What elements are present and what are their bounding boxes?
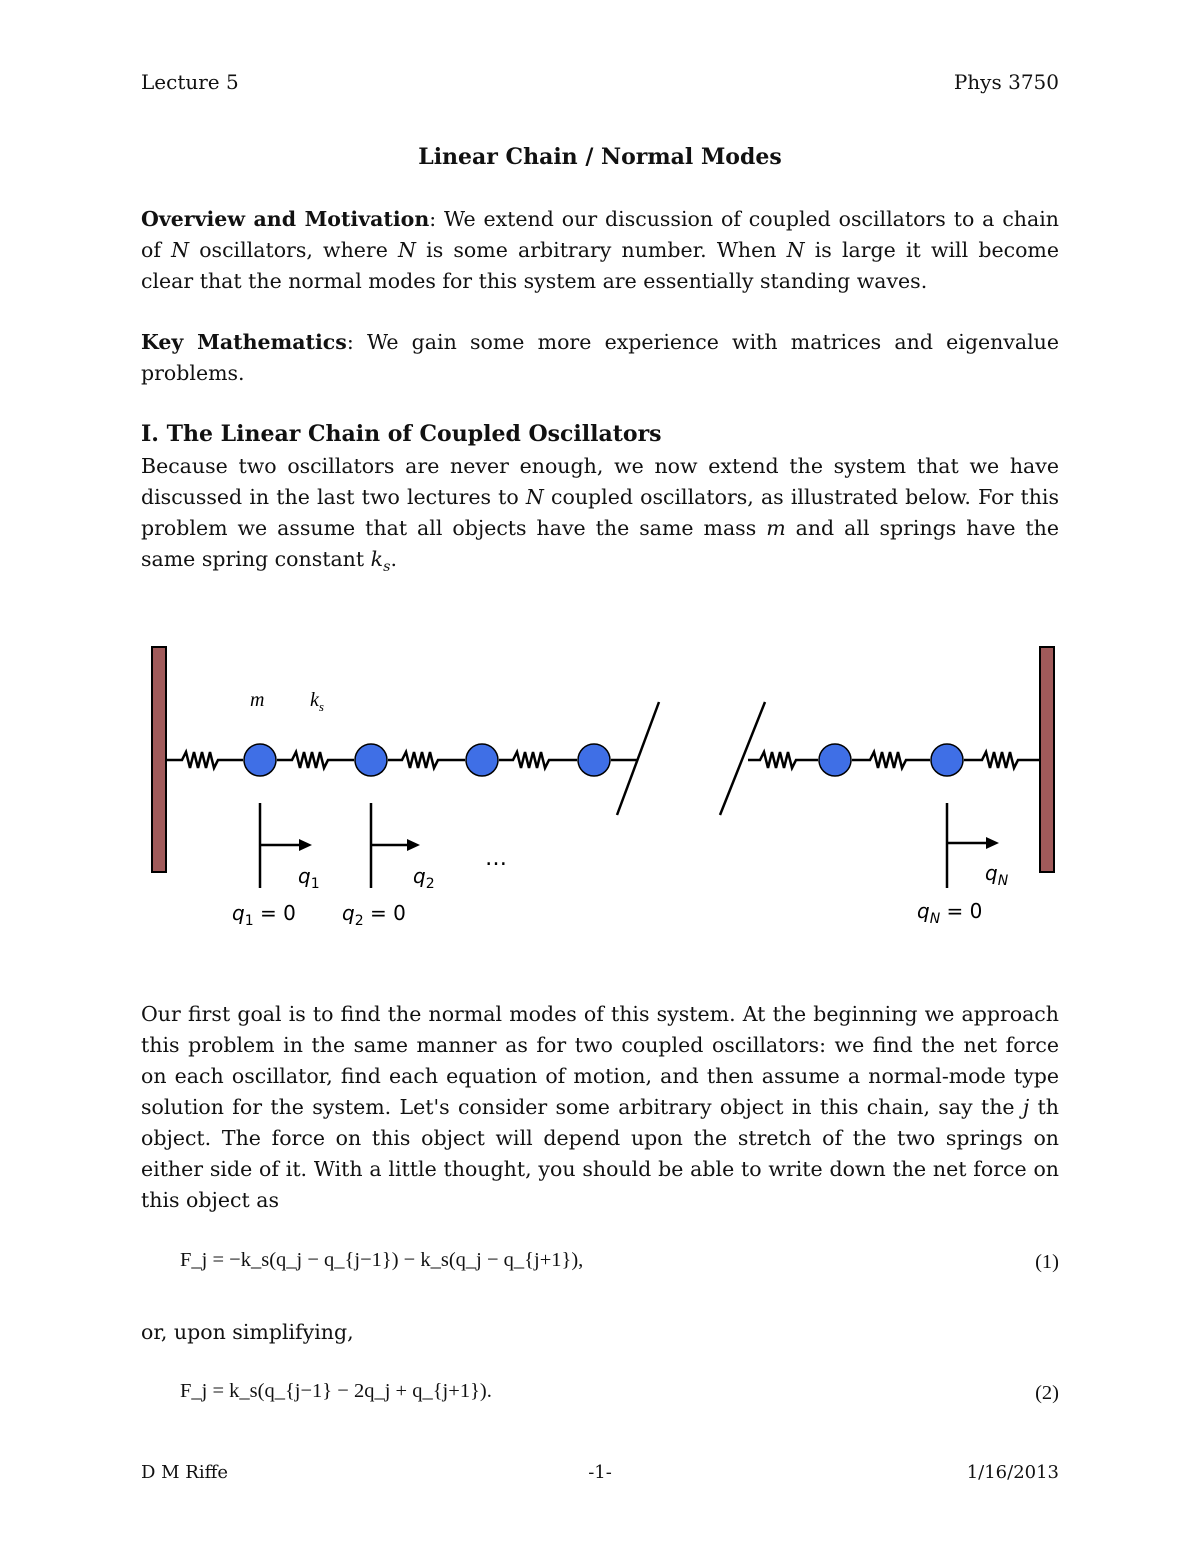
equation-2-number: (2) bbox=[1035, 1382, 1059, 1404]
var-k-sub: s bbox=[383, 559, 391, 576]
arrow-head-1 bbox=[299, 839, 312, 851]
overview-text-c: is some arbitrary number. When bbox=[415, 238, 787, 262]
overview-heading: Overview and Motivation bbox=[141, 207, 430, 231]
key-math-text: We gain some more experience with matrices and eigenvalue problems. bbox=[141, 330, 1059, 385]
simplify-paragraph: or, upon simplifying, bbox=[141, 1320, 354, 1344]
arrow-head-n bbox=[986, 837, 999, 849]
var-m: m bbox=[766, 516, 786, 540]
header-right: Phys 3750 bbox=[953, 70, 1059, 94]
arrow-head-2 bbox=[407, 839, 420, 851]
label-q1-zero: $q_1 = 0$ bbox=[232, 901, 296, 929]
ellipsis: … bbox=[485, 846, 507, 871]
section1-text-b: coupled oscillators, as illustrated below. For this problem we assume that all objects have the same mass bbox=[141, 485, 1059, 540]
section1-text-c: and all springs have the same spring constant bbox=[141, 516, 1059, 571]
para4-text-b: th object. The force on this object will depend upon the stretch of the two springs on either side of it. With a little thought, you should be able to write down the net force on this object as bbox=[141, 1095, 1059, 1212]
footer-author: D M Riffe bbox=[141, 1462, 229, 1483]
equation-1: F_j = −k_s(q_j − q_{j−1}) − k_s(q_j − q_{j+1}), bbox=[180, 1249, 584, 1271]
mass-4 bbox=[578, 744, 610, 776]
spring bbox=[499, 752, 577, 768]
mass-3 bbox=[466, 744, 498, 776]
var-n: N bbox=[525, 485, 544, 509]
header-left: Lecture 5 bbox=[141, 70, 239, 94]
footer-page-number: -1- bbox=[588, 1462, 612, 1483]
spring bbox=[277, 752, 354, 768]
mass-n-minus-1 bbox=[819, 744, 851, 776]
section1-text-a: Because two oscillators are never enough, we now extend the system that we have discussed in the last two lectures to bbox=[141, 454, 1059, 509]
mass-n bbox=[931, 744, 963, 776]
spring bbox=[388, 752, 465, 768]
mass-2 bbox=[355, 744, 387, 776]
right-wall bbox=[1040, 647, 1054, 872]
section-heading: I. The Linear Chain of Coupled Oscillators bbox=[141, 421, 662, 447]
var-j: j bbox=[1022, 1095, 1030, 1119]
spring bbox=[748, 752, 818, 768]
right-chain bbox=[720, 702, 1040, 815]
break-mark-left bbox=[617, 702, 659, 815]
overview-text-b: oscillators, where bbox=[189, 238, 399, 262]
spring bbox=[166, 752, 243, 768]
overview-text-a: We extend our discussion of coupled oscillators to a chain of bbox=[141, 207, 1059, 262]
normal-modes-paragraph bbox=[141, 999, 1059, 1216]
var-n: N bbox=[786, 238, 805, 262]
label-m: m bbox=[250, 689, 265, 711]
equation-1-number: (1) bbox=[1035, 1251, 1059, 1273]
label-k: $k_s$ bbox=[310, 689, 324, 714]
var-n: N bbox=[171, 238, 190, 262]
spring bbox=[852, 752, 930, 768]
section1-paragraph bbox=[141, 451, 1059, 575]
displacement-markers bbox=[260, 803, 999, 888]
var-n: N bbox=[398, 238, 416, 262]
page-title: Linear Chain / Normal Modes bbox=[418, 144, 782, 170]
spring bbox=[964, 752, 1040, 768]
equation-2: F_j = k_s(q_{j−1} − 2q_j + q_{j+1}). bbox=[180, 1380, 492, 1402]
var-k: k bbox=[370, 547, 384, 571]
label-qn-zero: $q_N = 0$ bbox=[917, 899, 983, 927]
key-math-heading: Key Mathematics bbox=[141, 330, 347, 354]
key-math-paragraph: Key Mathematics: We gain some more experience with matrices and eigenvalue problems. bbox=[141, 330, 1059, 385]
overview-text-d: is large it will become clear that the normal modes for this system are essentially standing waves. bbox=[141, 238, 1059, 293]
overview-paragraph: Overview and Motivation: We extend our discussion of coupled oscillators to a chain of N oscillators, where N is some arbitrary number. When N is large it will become clear that the normal modes for this system are essentially standing waves. bbox=[141, 207, 1059, 293]
label-q2: $q_2$ bbox=[413, 864, 435, 892]
para4-text-a: Our first goal is to find the normal modes of this system. At the beginning we approach this problem in the same manner as for two coupled oscillators: we find the net force on each oscillator, find each equation of motion, and then assume a normal-mode type solution for the system. Let's consider some arbitrary object in this chain, say the bbox=[141, 1002, 1059, 1119]
left-wall bbox=[152, 647, 166, 872]
section1-text-d: . bbox=[390, 547, 397, 571]
linear-chain-diagram bbox=[140, 640, 1060, 940]
mass-1 bbox=[244, 744, 276, 776]
break-mark-right bbox=[720, 702, 765, 815]
label-q1: $q_1$ bbox=[298, 864, 320, 892]
footer-date: 1/16/2013 bbox=[966, 1462, 1059, 1483]
label-qn: $q_N$ bbox=[985, 861, 1009, 889]
label-q2-zero: $q_2 = 0$ bbox=[342, 901, 406, 929]
